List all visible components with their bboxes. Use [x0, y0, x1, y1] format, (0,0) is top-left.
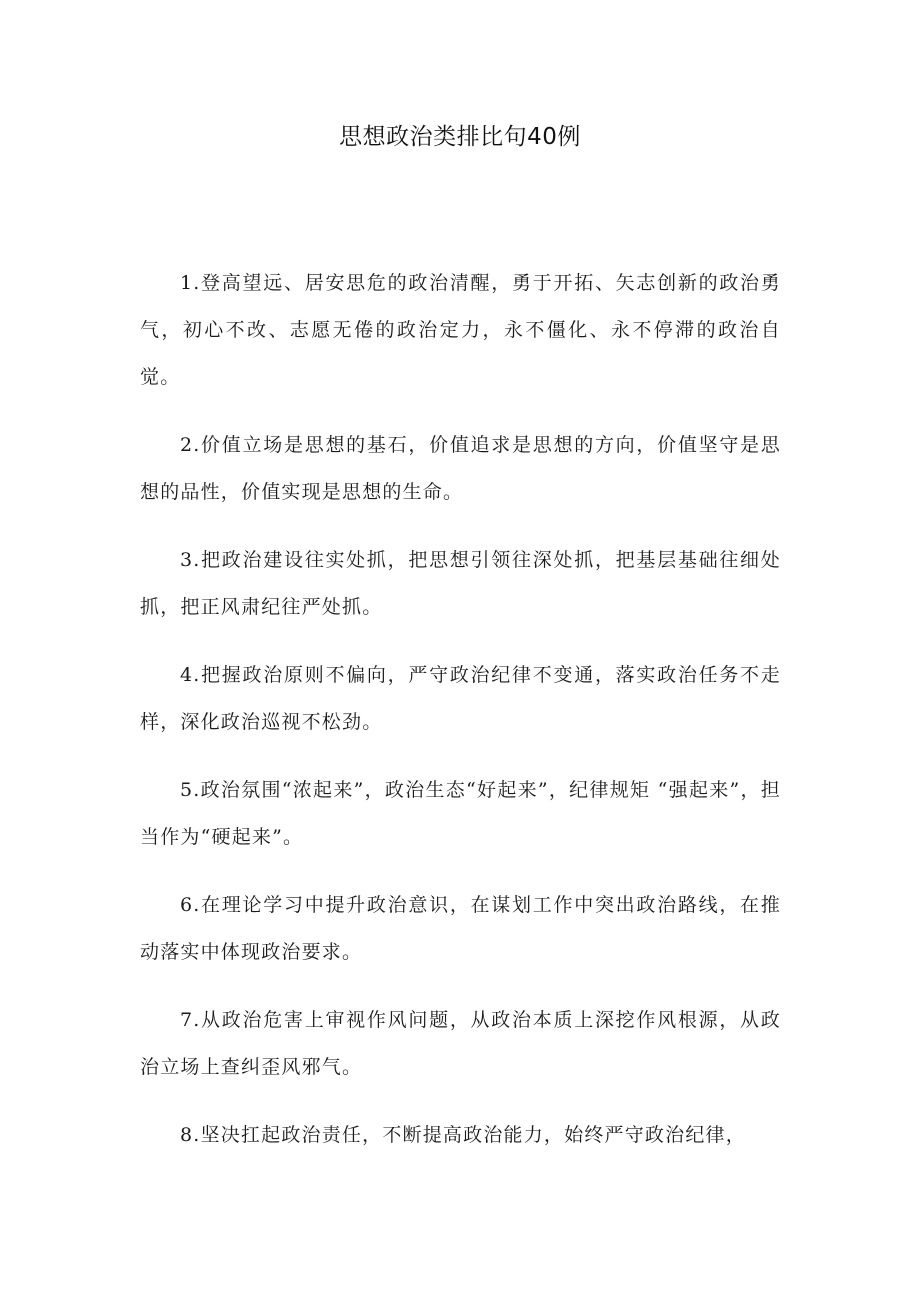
list-item-7: 7.从政治危害上审视作风问题，从政治本质上深挖作风根源，从政治立场上查纠歪风邪气。 — [140, 1009, 781, 1078]
list-item-3: 3.把政治建设往实处抓，把思想引领往深处抓，把基层基础往细处抓，把正风肃纪往严处抓。 — [140, 549, 781, 618]
list-item-6: 6.在理论学习中提升政治意识，在谋划工作中突出政治路线，在推动落实中体现政治要求。 — [140, 894, 781, 963]
item-list — [140, 260, 781, 1180]
list-item-1: 1.登高望远、居安思危的政治清醒，勇于开拓、矢志创新的政治勇气，初心不改、志愿无倦的政治定力，永不僵化、永不停滞的政治自觉。 — [140, 272, 781, 388]
list-item-5: 5.政治氛围“浓起来”，政治生态“好起来”，纪律规矩 “强起来”，担当作为“硬起来”。 — [140, 779, 781, 848]
document-title: 思想政治类排比句40例 — [339, 124, 581, 150]
list-item-2: 2.价值立场是思想的基石，价值追求是思想的方向，价值坚守是思想的品性，价值实现是思想的生命。 — [140, 434, 781, 503]
list-item-8: 8.坚决扛起政治责任，不断提高政治能力，始终严守政治纪律， — [180, 1124, 746, 1146]
list-item-4: 4.把握政治原则不偏向，严守政治纪律不变通，落实政治任务不走样，深化政治巡视不松劲。 — [140, 664, 781, 733]
